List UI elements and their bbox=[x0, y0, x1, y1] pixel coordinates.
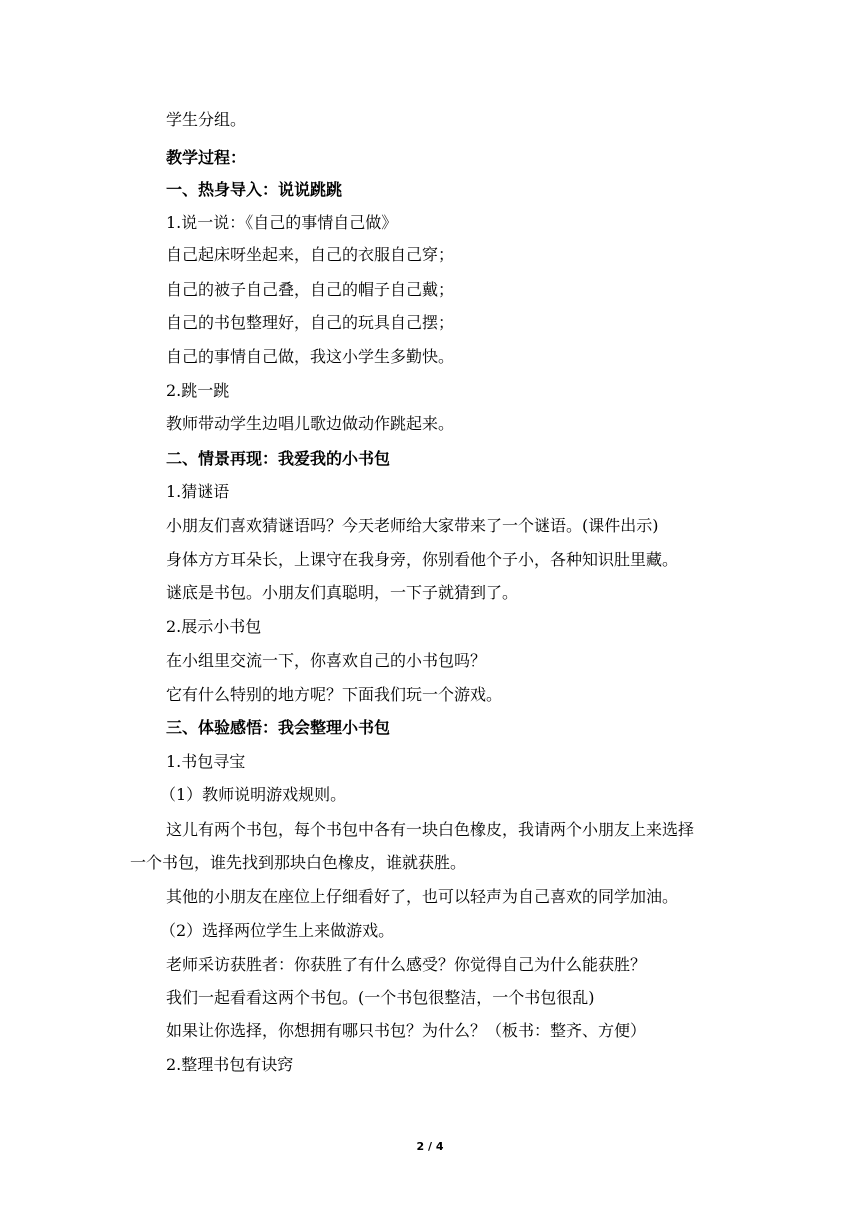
text-line: 小朋友们喜欢猜谜语吗？今天老师给大家带来了一个谜语。(课件出示) bbox=[166, 516, 659, 535]
text-line: 2.整理书包有诀窍 bbox=[166, 1055, 294, 1074]
text-line: 自己起床呀坐起来，自己的衣服自己穿； bbox=[166, 245, 455, 264]
text-line: 我们一起看看这两个书包。(一个书包很整洁，一个书包很乱) bbox=[166, 988, 595, 1007]
section-heading: 一、热身导入：说说跳跳 bbox=[166, 180, 343, 199]
text-line: 自己的书包整理好，自己的玩具自己摆； bbox=[166, 313, 455, 332]
text-line: （1）教师说明游戏规则。 bbox=[160, 785, 347, 804]
section-heading: 三、体验感悟：我会整理小书包 bbox=[166, 718, 391, 737]
section-heading: 教学过程： bbox=[166, 148, 247, 167]
text-line: 如果让你选择，你想拥有哪只书包？为什么？（板书：整齐、方便） bbox=[166, 1021, 647, 1040]
text-line: 这儿有两个书包，每个书包中各有一块白色橡皮，我请两个小朋友上来选择 bbox=[166, 820, 695, 839]
text-line: 它有什么特别的地方呢？下面我们玩一个游戏。 bbox=[166, 685, 503, 704]
text-line: 一个书包，谁先找到那块白色橡皮，谁就获胜。 bbox=[130, 853, 467, 872]
text-line: 身体方方耳朵长，上课守在我身旁，你别看他个子小，各种知识肚里藏。 bbox=[166, 550, 679, 569]
text-line: 1.猜谜语 bbox=[166, 482, 230, 501]
text-line: 谜底是书包。小朋友们真聪明，一下子就猜到了。 bbox=[166, 583, 519, 602]
text-line: 2.跳一跳 bbox=[166, 381, 230, 400]
text-line: 1.书包寻宝 bbox=[166, 752, 246, 771]
text-line: 教师带动学生边唱儿歌边做动作跳起来。 bbox=[166, 414, 455, 433]
text-line: 自己的被子自己叠，自己的帽子自己戴； bbox=[166, 280, 455, 299]
text-line: 其他的小朋友在座位上仔细看好了，也可以轻声为自己喜欢的同学加油。 bbox=[166, 887, 679, 906]
text-line: 在小组里交流一下，你喜欢自己的小书包吗？ bbox=[166, 651, 487, 670]
text-line: 2.展示小书包 bbox=[166, 617, 262, 636]
page-number: 2 / 4 bbox=[416, 1140, 444, 1153]
text-line: 学生分组。 bbox=[166, 110, 247, 129]
text-line: 1.说一说：《自己的事情自己做》 bbox=[166, 213, 398, 232]
text-line: 自己的事情自己做，我这小学生多勤快。 bbox=[166, 347, 455, 366]
text-line: （2）选择两位学生上来做游戏。 bbox=[160, 921, 395, 940]
text-line: 老师采访获胜者：你获胜了有什么感受？你觉得自己为什么能获胜？ bbox=[166, 955, 647, 974]
section-heading: 二、情景再现：我爱我的小书包 bbox=[166, 449, 391, 468]
